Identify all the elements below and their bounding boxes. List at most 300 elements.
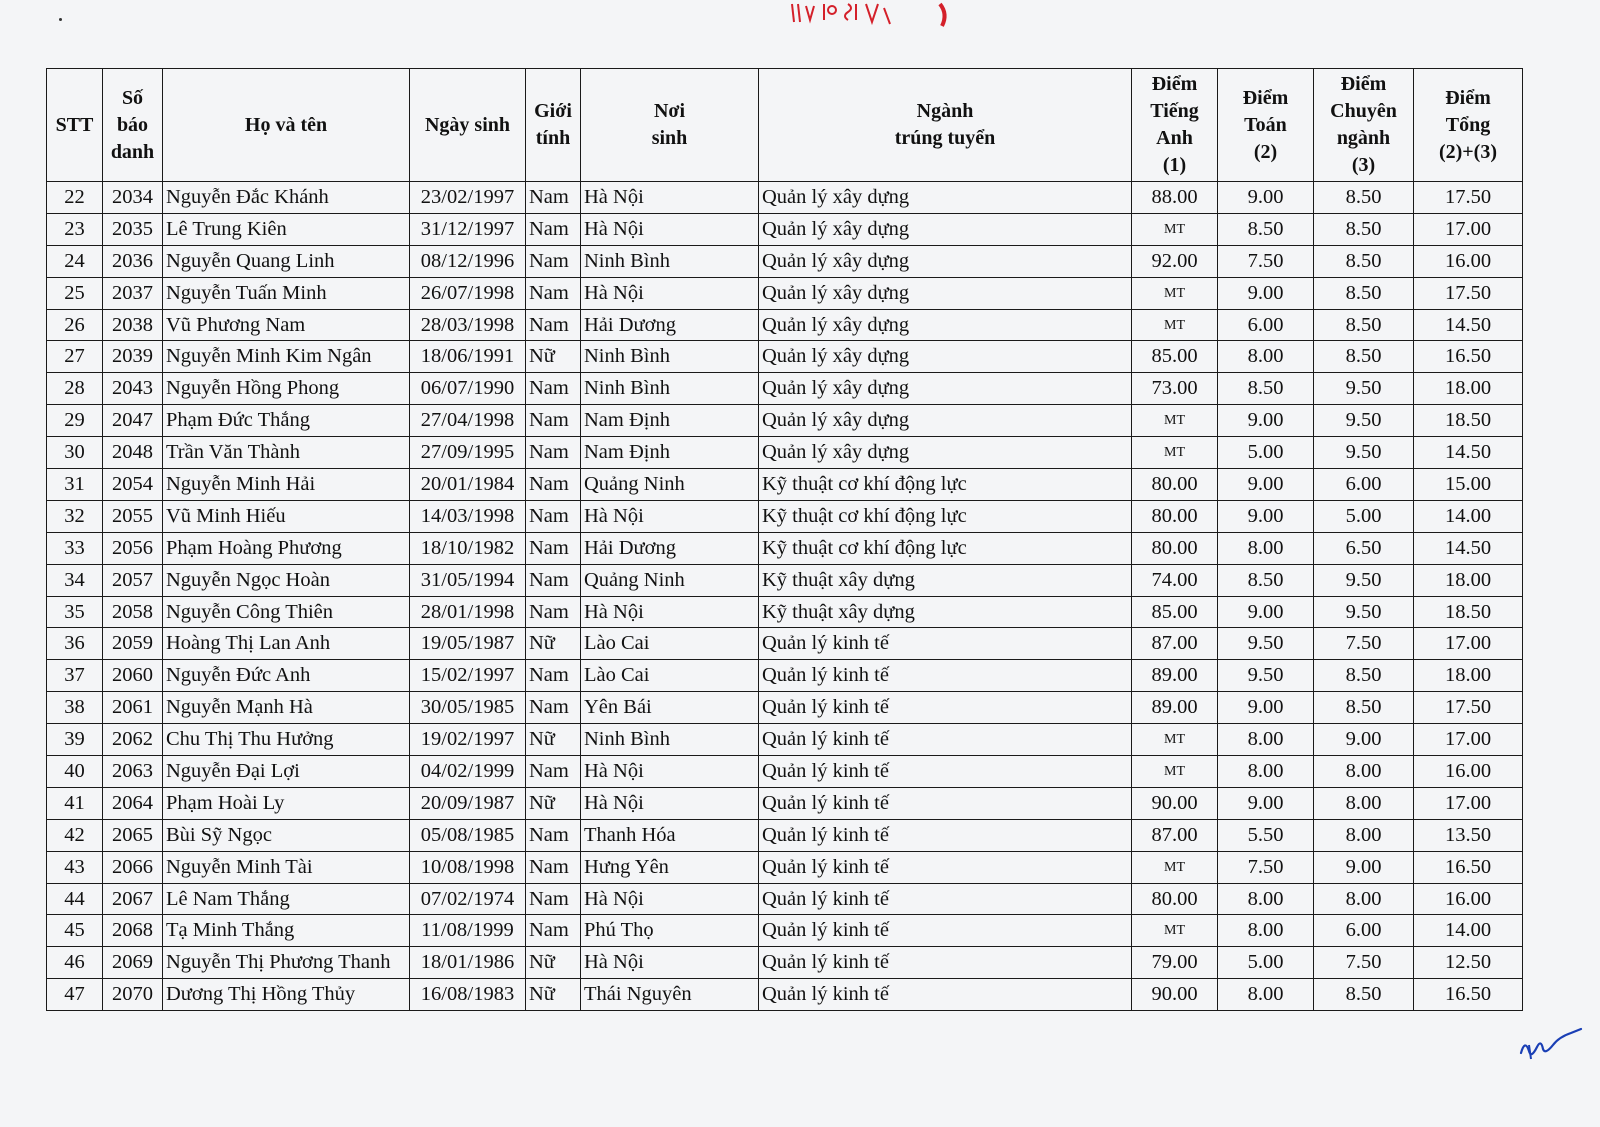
cell-major: Quản lý xây dựng <box>759 373 1132 405</box>
cell-birthplace: Yên Bái <box>581 692 759 724</box>
cell-name: Lê Nam Thắng <box>163 883 410 915</box>
cell-specialty: 9.50 <box>1314 405 1414 437</box>
header-birthplace: Nơi sinh <box>581 69 759 182</box>
cell-name: Nguyễn Đức Anh <box>163 660 410 692</box>
cell-english: 89.00 <box>1132 660 1218 692</box>
cell-dob: 19/05/1987 <box>410 628 526 660</box>
cell-english: 80.00 <box>1132 883 1218 915</box>
cell-name: Vũ Minh Hiếu <box>163 500 410 532</box>
cell-specialty: 8.50 <box>1314 245 1414 277</box>
cell-specialty: 6.00 <box>1314 915 1414 947</box>
cell-specialty: 9.50 <box>1314 437 1414 469</box>
cell-name: Nguyễn Minh Hải <box>163 469 410 501</box>
cell-total: 17.50 <box>1414 277 1523 309</box>
cell-birthplace: Hà Nội <box>581 756 759 788</box>
table-row <box>47 851 1523 883</box>
header-row <box>47 69 1523 182</box>
cell-name: Nguyễn Công Thiên <box>163 596 410 628</box>
cell-specialty: 9.00 <box>1314 851 1414 883</box>
cell-gender: Nữ <box>526 787 581 819</box>
cell-math: 8.00 <box>1218 883 1314 915</box>
cell-english: MT <box>1132 756 1218 788</box>
cell-stt: 40 <box>47 756 103 788</box>
cell-gender: Nam <box>526 405 581 437</box>
cell-major: Quản lý xây dựng <box>759 309 1132 341</box>
table-row <box>47 756 1523 788</box>
table-row <box>47 309 1523 341</box>
cell-total: 16.50 <box>1414 979 1523 1011</box>
cell-stt: 41 <box>47 787 103 819</box>
cell-sbd: 2068 <box>103 915 163 947</box>
cell-sbd: 2060 <box>103 660 163 692</box>
cell-gender: Nam <box>526 756 581 788</box>
cell-specialty: 8.50 <box>1314 979 1414 1011</box>
table-row <box>47 469 1523 501</box>
cell-dob: 10/08/1998 <box>410 851 526 883</box>
cell-major: Quản lý kinh tế <box>759 883 1132 915</box>
cell-gender: Nam <box>526 692 581 724</box>
cell-math: 8.50 <box>1218 564 1314 596</box>
cell-specialty: 6.00 <box>1314 469 1414 501</box>
cell-gender: Nam <box>526 182 581 214</box>
cell-english: 87.00 <box>1132 819 1218 851</box>
table-row <box>47 245 1523 277</box>
cell-sbd: 2054 <box>103 469 163 501</box>
cell-birthplace: Thái Nguyên <box>581 979 759 1011</box>
cell-birthplace: Ninh Bình <box>581 341 759 373</box>
cell-gender: Nam <box>526 309 581 341</box>
cell-sbd: 2047 <box>103 405 163 437</box>
cell-sbd: 2035 <box>103 213 163 245</box>
cell-name: Phạm Hoàng Phương <box>163 532 410 564</box>
cell-total: 17.00 <box>1414 213 1523 245</box>
cell-english: MT <box>1132 309 1218 341</box>
cell-math: 5.00 <box>1218 437 1314 469</box>
cell-specialty: 8.50 <box>1314 341 1414 373</box>
cell-major: Kỹ thuật cơ khí động lực <box>759 500 1132 532</box>
cell-gender: Nam <box>526 245 581 277</box>
cell-sbd: 2038 <box>103 309 163 341</box>
cell-math: 6.00 <box>1218 309 1314 341</box>
cell-dob: 20/01/1984 <box>410 469 526 501</box>
cell-birthplace: Hà Nội <box>581 787 759 819</box>
cell-birthplace: Ninh Bình <box>581 373 759 405</box>
cell-gender: Nữ <box>526 628 581 660</box>
cell-stt: 42 <box>47 819 103 851</box>
cell-major: Kỹ thuật cơ khí động lực <box>759 469 1132 501</box>
cell-total: 17.00 <box>1414 724 1523 756</box>
table-row <box>47 437 1523 469</box>
header-gender: Giới tính <box>526 69 581 182</box>
cell-dob: 20/09/1987 <box>410 787 526 819</box>
cell-dob: 27/09/1995 <box>410 437 526 469</box>
cell-stt: 30 <box>47 437 103 469</box>
cell-specialty: 9.50 <box>1314 564 1414 596</box>
cell-total: 16.00 <box>1414 756 1523 788</box>
cell-sbd: 2058 <box>103 596 163 628</box>
cell-total: 14.00 <box>1414 500 1523 532</box>
cell-birthplace: Lào Cai <box>581 628 759 660</box>
cell-sbd: 2036 <box>103 245 163 277</box>
cell-math: 8.00 <box>1218 341 1314 373</box>
cell-english: 85.00 <box>1132 596 1218 628</box>
header-name: Họ và tên <box>163 69 410 182</box>
cell-english: 79.00 <box>1132 947 1218 979</box>
cell-stt: 38 <box>47 692 103 724</box>
cell-major: Quản lý xây dựng <box>759 182 1132 214</box>
cell-stt: 45 <box>47 915 103 947</box>
cell-english: 90.00 <box>1132 979 1218 1011</box>
cell-sbd: 2055 <box>103 500 163 532</box>
cell-gender: Nữ <box>526 724 581 756</box>
cell-total: 15.00 <box>1414 469 1523 501</box>
table-row <box>47 564 1523 596</box>
header-dob: Ngày sinh <box>410 69 526 182</box>
cell-birthplace: Phú Thọ <box>581 915 759 947</box>
cell-birthplace: Hải Dương <box>581 309 759 341</box>
cell-total: 14.00 <box>1414 915 1523 947</box>
cell-birthplace: Ninh Bình <box>581 245 759 277</box>
cell-math: 5.50 <box>1218 819 1314 851</box>
cell-sbd: 2057 <box>103 564 163 596</box>
table-row <box>47 277 1523 309</box>
cell-dob: 26/07/1998 <box>410 277 526 309</box>
cell-sbd: 2063 <box>103 756 163 788</box>
cell-specialty: 5.00 <box>1314 500 1414 532</box>
cell-english: MT <box>1132 915 1218 947</box>
cell-major: Quản lý xây dựng <box>759 341 1132 373</box>
cell-gender: Nam <box>526 660 581 692</box>
table-row <box>47 596 1523 628</box>
cell-english: MT <box>1132 405 1218 437</box>
cell-total: 14.50 <box>1414 532 1523 564</box>
cell-name: Nguyễn Ngọc Hoàn <box>163 564 410 596</box>
cell-stt: 44 <box>47 883 103 915</box>
cell-math: 9.50 <box>1218 660 1314 692</box>
cell-sbd: 2064 <box>103 787 163 819</box>
cell-specialty: 8.50 <box>1314 660 1414 692</box>
cell-birthplace: Hà Nội <box>581 500 759 532</box>
cell-sbd: 2069 <box>103 947 163 979</box>
cell-birthplace: Hưng Yên <box>581 851 759 883</box>
cell-birthplace: Hà Nội <box>581 277 759 309</box>
cell-birthplace: Hà Nội <box>581 883 759 915</box>
cell-english: 80.00 <box>1132 469 1218 501</box>
cell-sbd: 2067 <box>103 883 163 915</box>
cell-specialty: 9.00 <box>1314 724 1414 756</box>
cell-stt: 27 <box>47 341 103 373</box>
cell-english: 87.00 <box>1132 628 1218 660</box>
cell-stt: 35 <box>47 596 103 628</box>
cell-gender: Nam <box>526 915 581 947</box>
cell-specialty: 8.00 <box>1314 787 1414 819</box>
cell-total: 17.00 <box>1414 628 1523 660</box>
cell-name: Nguyễn Quang Linh <box>163 245 410 277</box>
cell-english: MT <box>1132 437 1218 469</box>
cell-gender: Nam <box>526 277 581 309</box>
cell-specialty: 7.50 <box>1314 947 1414 979</box>
cell-total: 17.00 <box>1414 787 1523 819</box>
cell-major: Quản lý kinh tế <box>759 915 1132 947</box>
cell-birthplace: Nam Định <box>581 437 759 469</box>
cell-name: Nguyễn Hồng Phong <box>163 373 410 405</box>
cell-dob: 18/10/1982 <box>410 532 526 564</box>
cell-english: 73.00 <box>1132 373 1218 405</box>
cell-sbd: 2066 <box>103 851 163 883</box>
cell-birthplace: Ninh Bình <box>581 724 759 756</box>
cell-math: 8.00 <box>1218 915 1314 947</box>
cell-stt: 36 <box>47 628 103 660</box>
cell-major: Quản lý kinh tế <box>759 724 1132 756</box>
cell-math: 8.00 <box>1218 724 1314 756</box>
cell-specialty: 7.50 <box>1314 628 1414 660</box>
cell-name: Vũ Phương Nam <box>163 309 410 341</box>
cell-stt: 47 <box>47 979 103 1011</box>
table-row <box>47 500 1523 532</box>
cell-sbd: 2070 <box>103 979 163 1011</box>
cell-gender: Nam <box>526 437 581 469</box>
cell-birthplace: Lào Cai <box>581 660 759 692</box>
cell-stt: 46 <box>47 947 103 979</box>
cell-major: Quản lý kinh tế <box>759 692 1132 724</box>
header-math: Điểm Toán (2) <box>1218 69 1314 182</box>
cell-dob: 14/03/1998 <box>410 500 526 532</box>
cell-total: 14.50 <box>1414 437 1523 469</box>
cell-major: Quản lý xây dựng <box>759 437 1132 469</box>
cell-math: 7.50 <box>1218 851 1314 883</box>
cell-math: 8.00 <box>1218 979 1314 1011</box>
table-row <box>47 947 1523 979</box>
cell-dob: 08/12/1996 <box>410 245 526 277</box>
cell-sbd: 2059 <box>103 628 163 660</box>
cell-name: Trần Văn Thành <box>163 437 410 469</box>
cell-major: Quản lý xây dựng <box>759 277 1132 309</box>
cell-math: 9.00 <box>1218 405 1314 437</box>
cell-specialty: 8.50 <box>1314 182 1414 214</box>
cell-english: MT <box>1132 277 1218 309</box>
cell-name: Hoàng Thị Lan Anh <box>163 628 410 660</box>
cell-english: 92.00 <box>1132 245 1218 277</box>
cell-specialty: 9.50 <box>1314 373 1414 405</box>
table-row <box>47 532 1523 564</box>
cell-dob: 06/07/1990 <box>410 373 526 405</box>
cell-birthplace: Hà Nội <box>581 947 759 979</box>
cell-dob: 11/08/1999 <box>410 915 526 947</box>
cell-specialty: 8.50 <box>1314 213 1414 245</box>
cell-stt: 29 <box>47 405 103 437</box>
cell-total: 16.50 <box>1414 341 1523 373</box>
cell-major: Quản lý xây dựng <box>759 405 1132 437</box>
cell-specialty: 9.50 <box>1314 596 1414 628</box>
cell-math: 8.00 <box>1218 756 1314 788</box>
cell-gender: Nữ <box>526 979 581 1011</box>
cell-birthplace: Quảng Ninh <box>581 564 759 596</box>
cell-gender: Nữ <box>526 341 581 373</box>
cell-name: Nguyễn Tuấn Minh <box>163 277 410 309</box>
cell-dob: 04/02/1999 <box>410 756 526 788</box>
cell-total: 16.00 <box>1414 883 1523 915</box>
cell-math: 5.00 <box>1218 947 1314 979</box>
cell-sbd: 2061 <box>103 692 163 724</box>
cell-dob: 07/02/1974 <box>410 883 526 915</box>
cell-gender: Nam <box>526 373 581 405</box>
cell-math: 8.00 <box>1218 532 1314 564</box>
table-row <box>47 692 1523 724</box>
cell-english: 80.00 <box>1132 500 1218 532</box>
cell-sbd: 2039 <box>103 341 163 373</box>
cell-total: 18.00 <box>1414 660 1523 692</box>
cell-birthplace: Thanh Hóa <box>581 819 759 851</box>
cell-total: 13.50 <box>1414 819 1523 851</box>
table-row <box>47 979 1523 1011</box>
header-specialty: Điểm Chuyên ngành (3) <box>1314 69 1414 182</box>
header-total: Điểm Tổng (2)+(3) <box>1414 69 1523 182</box>
cell-stt: 33 <box>47 532 103 564</box>
cell-total: 17.50 <box>1414 182 1523 214</box>
cell-major: Quản lý kinh tế <box>759 787 1132 819</box>
cell-math: 9.00 <box>1218 182 1314 214</box>
header-stt: STT <box>47 69 103 182</box>
cell-sbd: 2034 <box>103 182 163 214</box>
cell-major: Kỹ thuật xây dựng <box>759 596 1132 628</box>
cell-total: 14.50 <box>1414 309 1523 341</box>
cell-gender: Nam <box>526 500 581 532</box>
cell-stt: 26 <box>47 309 103 341</box>
cell-stt: 37 <box>47 660 103 692</box>
cell-specialty: 8.50 <box>1314 277 1414 309</box>
cell-dob: 27/04/1998 <box>410 405 526 437</box>
cell-gender: Nam <box>526 564 581 596</box>
cell-total: 18.00 <box>1414 373 1523 405</box>
cell-stt: 22 <box>47 182 103 214</box>
cell-name: Nguyễn Minh Kim Ngân <box>163 341 410 373</box>
cell-dob: 23/02/1997 <box>410 182 526 214</box>
cell-specialty: 6.50 <box>1314 532 1414 564</box>
cell-dob: 05/08/1985 <box>410 819 526 851</box>
cell-english: 80.00 <box>1132 532 1218 564</box>
cell-stt: 25 <box>47 277 103 309</box>
cell-sbd: 2056 <box>103 532 163 564</box>
header-english: Điểm Tiếng Anh (1) <box>1132 69 1218 182</box>
cell-math: 9.00 <box>1218 500 1314 532</box>
cell-specialty: 8.50 <box>1314 309 1414 341</box>
cell-math: 9.00 <box>1218 277 1314 309</box>
cell-dob: 16/08/1983 <box>410 979 526 1011</box>
cell-dob: 31/12/1997 <box>410 213 526 245</box>
cell-dob: 30/05/1985 <box>410 692 526 724</box>
cell-stt: 34 <box>47 564 103 596</box>
table-row <box>47 660 1523 692</box>
cell-math: 8.50 <box>1218 373 1314 405</box>
cell-birthplace: Hà Nội <box>581 596 759 628</box>
table-row <box>47 341 1523 373</box>
cell-english: 85.00 <box>1132 341 1218 373</box>
cell-name: Bùi Sỹ Ngọc <box>163 819 410 851</box>
cell-dob: 31/05/1994 <box>410 564 526 596</box>
cell-stt: 24 <box>47 245 103 277</box>
cell-birthplace: Hà Nội <box>581 213 759 245</box>
cell-dob: 28/01/1998 <box>410 596 526 628</box>
cell-stt: 39 <box>47 724 103 756</box>
cell-major: Quản lý kinh tế <box>759 660 1132 692</box>
cell-total: 18.50 <box>1414 405 1523 437</box>
cell-name: Nguyễn Đắc Khánh <box>163 182 410 214</box>
cell-total: 18.00 <box>1414 564 1523 596</box>
header-major: Ngành trúng tuyển <box>759 69 1132 182</box>
table-row <box>47 787 1523 819</box>
cell-major: Quản lý xây dựng <box>759 213 1132 245</box>
cell-specialty: 8.00 <box>1314 883 1414 915</box>
cell-major: Quản lý kinh tế <box>759 979 1132 1011</box>
table-row <box>47 883 1523 915</box>
cell-name: Chu Thị Thu Hưởng <box>163 724 410 756</box>
cell-gender: Nam <box>526 532 581 564</box>
cell-sbd: 2065 <box>103 819 163 851</box>
cell-gender: Nam <box>526 851 581 883</box>
cell-math: 9.00 <box>1218 596 1314 628</box>
cell-total: 17.50 <box>1414 692 1523 724</box>
cell-name: Phạm Đức Thắng <box>163 405 410 437</box>
cell-name: Nguyễn Thị Phương Thanh <box>163 947 410 979</box>
header-sbd: Số báo danh <box>103 69 163 182</box>
cell-total: 16.00 <box>1414 245 1523 277</box>
cell-name: Tạ Minh Thắng <box>163 915 410 947</box>
cell-name: Phạm Hoài Ly <box>163 787 410 819</box>
cell-total: 12.50 <box>1414 947 1523 979</box>
cell-english: 89.00 <box>1132 692 1218 724</box>
cell-name: Nguyễn Minh Tài <box>163 851 410 883</box>
cell-dob: 19/02/1997 <box>410 724 526 756</box>
cell-name: Nguyễn Đại Lợi <box>163 756 410 788</box>
cell-major: Quản lý kinh tế <box>759 819 1132 851</box>
cell-english: 90.00 <box>1132 787 1218 819</box>
cell-math: 7.50 <box>1218 245 1314 277</box>
cell-english: MT <box>1132 724 1218 756</box>
cell-english: MT <box>1132 851 1218 883</box>
cell-math: 8.50 <box>1218 213 1314 245</box>
cell-math: 9.50 <box>1218 628 1314 660</box>
cell-major: Quản lý kinh tế <box>759 947 1132 979</box>
cell-gender: Nam <box>526 883 581 915</box>
cell-gender: Nam <box>526 819 581 851</box>
cell-stt: 43 <box>47 851 103 883</box>
cell-gender: Nam <box>526 596 581 628</box>
table-row <box>47 724 1523 756</box>
table-row <box>47 628 1523 660</box>
cell-stt: 23 <box>47 213 103 245</box>
cell-name: Dương Thị Hồng Thủy <box>163 979 410 1011</box>
cell-major: Kỹ thuật cơ khí động lực <box>759 532 1132 564</box>
cell-birthplace: Nam Định <box>581 405 759 437</box>
cell-stt: 28 <box>47 373 103 405</box>
table-row <box>47 405 1523 437</box>
table-row <box>47 819 1523 851</box>
cell-sbd: 2062 <box>103 724 163 756</box>
cell-specialty: 8.00 <box>1314 756 1414 788</box>
cell-math: 9.00 <box>1218 692 1314 724</box>
cell-english: 88.00 <box>1132 182 1218 214</box>
table-body <box>47 182 1523 1011</box>
cell-gender: Nam <box>526 469 581 501</box>
table-row <box>47 182 1523 214</box>
cell-major: Quản lý kinh tế <box>759 756 1132 788</box>
cell-math: 9.00 <box>1218 787 1314 819</box>
cell-gender: Nữ <box>526 947 581 979</box>
cell-dob: 15/02/1997 <box>410 660 526 692</box>
cell-dob: 18/06/1991 <box>410 341 526 373</box>
cell-major: Quản lý kinh tế <box>759 628 1132 660</box>
cell-major: Quản lý kinh tế <box>759 851 1132 883</box>
